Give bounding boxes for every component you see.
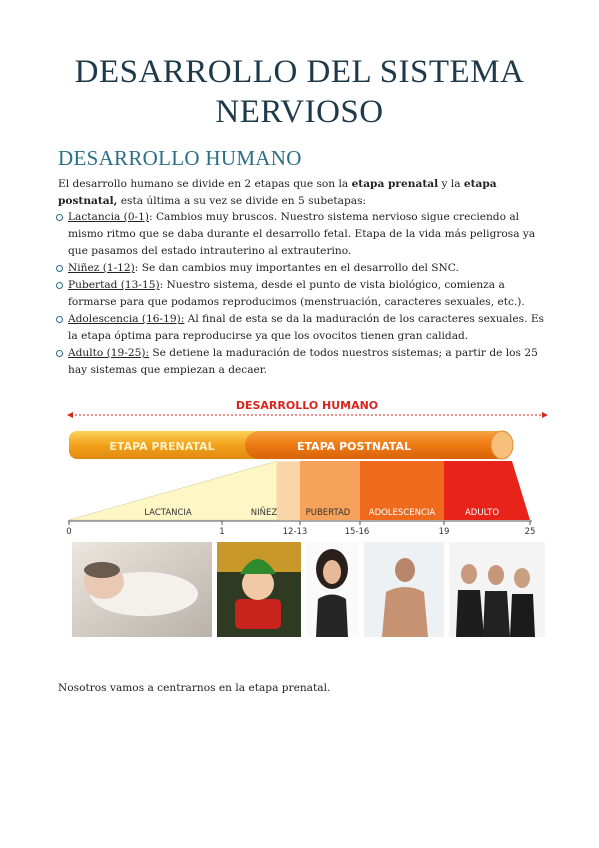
tick-label: 25 (524, 527, 536, 537)
intro-bold-postnatal: etapa postnatal, (58, 178, 497, 207)
tick-label: 12-13 (282, 527, 308, 537)
stage-name: Adolescencia (16-19): (68, 313, 185, 325)
postnatal-label: ETAPA POSTNATAL (297, 440, 411, 453)
intro-text-1: El desarrollo humano se divide en 2 etapas que son la (58, 178, 352, 190)
child-photo (217, 542, 301, 637)
bullet-icon (56, 282, 63, 289)
segment-label: LACTANCIA (144, 508, 192, 518)
tick-label: 0 (66, 527, 72, 537)
stage-description: : Cambios muy bruscos. Nuestro sistema nervioso sigue creciendo al mismo ritmo que se daba durante el desarrollo fetal. Etapa de la vida más peligrosa ya que pasamos del estado intrauterino al extrauterino. (68, 211, 536, 257)
bullet-icon (56, 350, 63, 357)
list-item (56, 209, 548, 260)
teen-boy-photo (364, 542, 444, 637)
stage-name: Adulto (19-25): (68, 347, 150, 359)
page-title (0, 52, 599, 132)
intro-text-3: esta última a su vez se divide en 5 subetapas: (117, 195, 367, 207)
bar-end-cap (491, 431, 513, 459)
list-item (56, 311, 548, 345)
teen-girl-photo (306, 542, 359, 637)
stage-description: : Se dan cambios muy importantes en el desarrollo del SNC. (134, 262, 459, 274)
section-heading: DESARROLLO HUMANO (58, 146, 302, 170)
list-item (56, 260, 548, 277)
stage-description: Al final de esta se da la maduración de los caracteres sexuales. Es la etapa óptima para reproducirse ya que los ovocitos tienen gran calidad. (68, 313, 544, 342)
prenatal-label: ETAPA PRENATAL (109, 440, 215, 453)
diagram-header: DESARROLLO HUMANO (235, 399, 379, 412)
segment-label: ADOLESCENCIA (368, 508, 436, 518)
tick-label: 15-16 (344, 527, 370, 537)
closing-paragraph: Nosotros vamos a centrarnos en la etapa prenatal. (58, 682, 331, 694)
bullet-icon (56, 214, 63, 221)
intro-text-2: y la (438, 178, 464, 190)
intro-bold-prenatal: etapa prenatal (351, 178, 439, 190)
stages-list (56, 209, 548, 379)
segment-label: NIÑEZ (250, 508, 278, 518)
segment-label: PUBERTAD (305, 508, 351, 518)
intro-paragraph (58, 176, 548, 210)
bullet-icon (56, 265, 63, 272)
bullet-icon (56, 316, 63, 323)
tick-label: 19 (438, 527, 450, 537)
header-arrow (67, 412, 548, 418)
stage-name: Pubertad (13-15) (68, 279, 160, 291)
segment-ninez (277, 461, 300, 520)
stage-name: Lactancia (0-1) (68, 211, 150, 223)
page-title-text: DESARROLLO DEL SISTEMA NERVIOSO (74, 54, 525, 130)
stage-name: Niñez (1-12) (68, 262, 135, 274)
adults-photo (449, 542, 545, 637)
axis-ticks (69, 521, 530, 525)
development-diagram (64, 394, 549, 640)
list-item (56, 277, 548, 311)
tick-label: 1 (219, 527, 225, 537)
segment-label: ADULTO (464, 508, 500, 518)
baby-photo (72, 542, 212, 637)
stage-description: : Nuestro sistema, desde el punto de vista biológico, comienza a formarse para que podamos reproducimos (menstruación, caracteres sexuales, etc.). (68, 279, 525, 308)
list-item (56, 345, 548, 379)
stage-description: Se detiene la maduración de todos nuestros sistemas; a partir de los 25 hay sistemas que empiezan a decaer. (68, 347, 538, 376)
diagram-svg (64, 394, 549, 640)
